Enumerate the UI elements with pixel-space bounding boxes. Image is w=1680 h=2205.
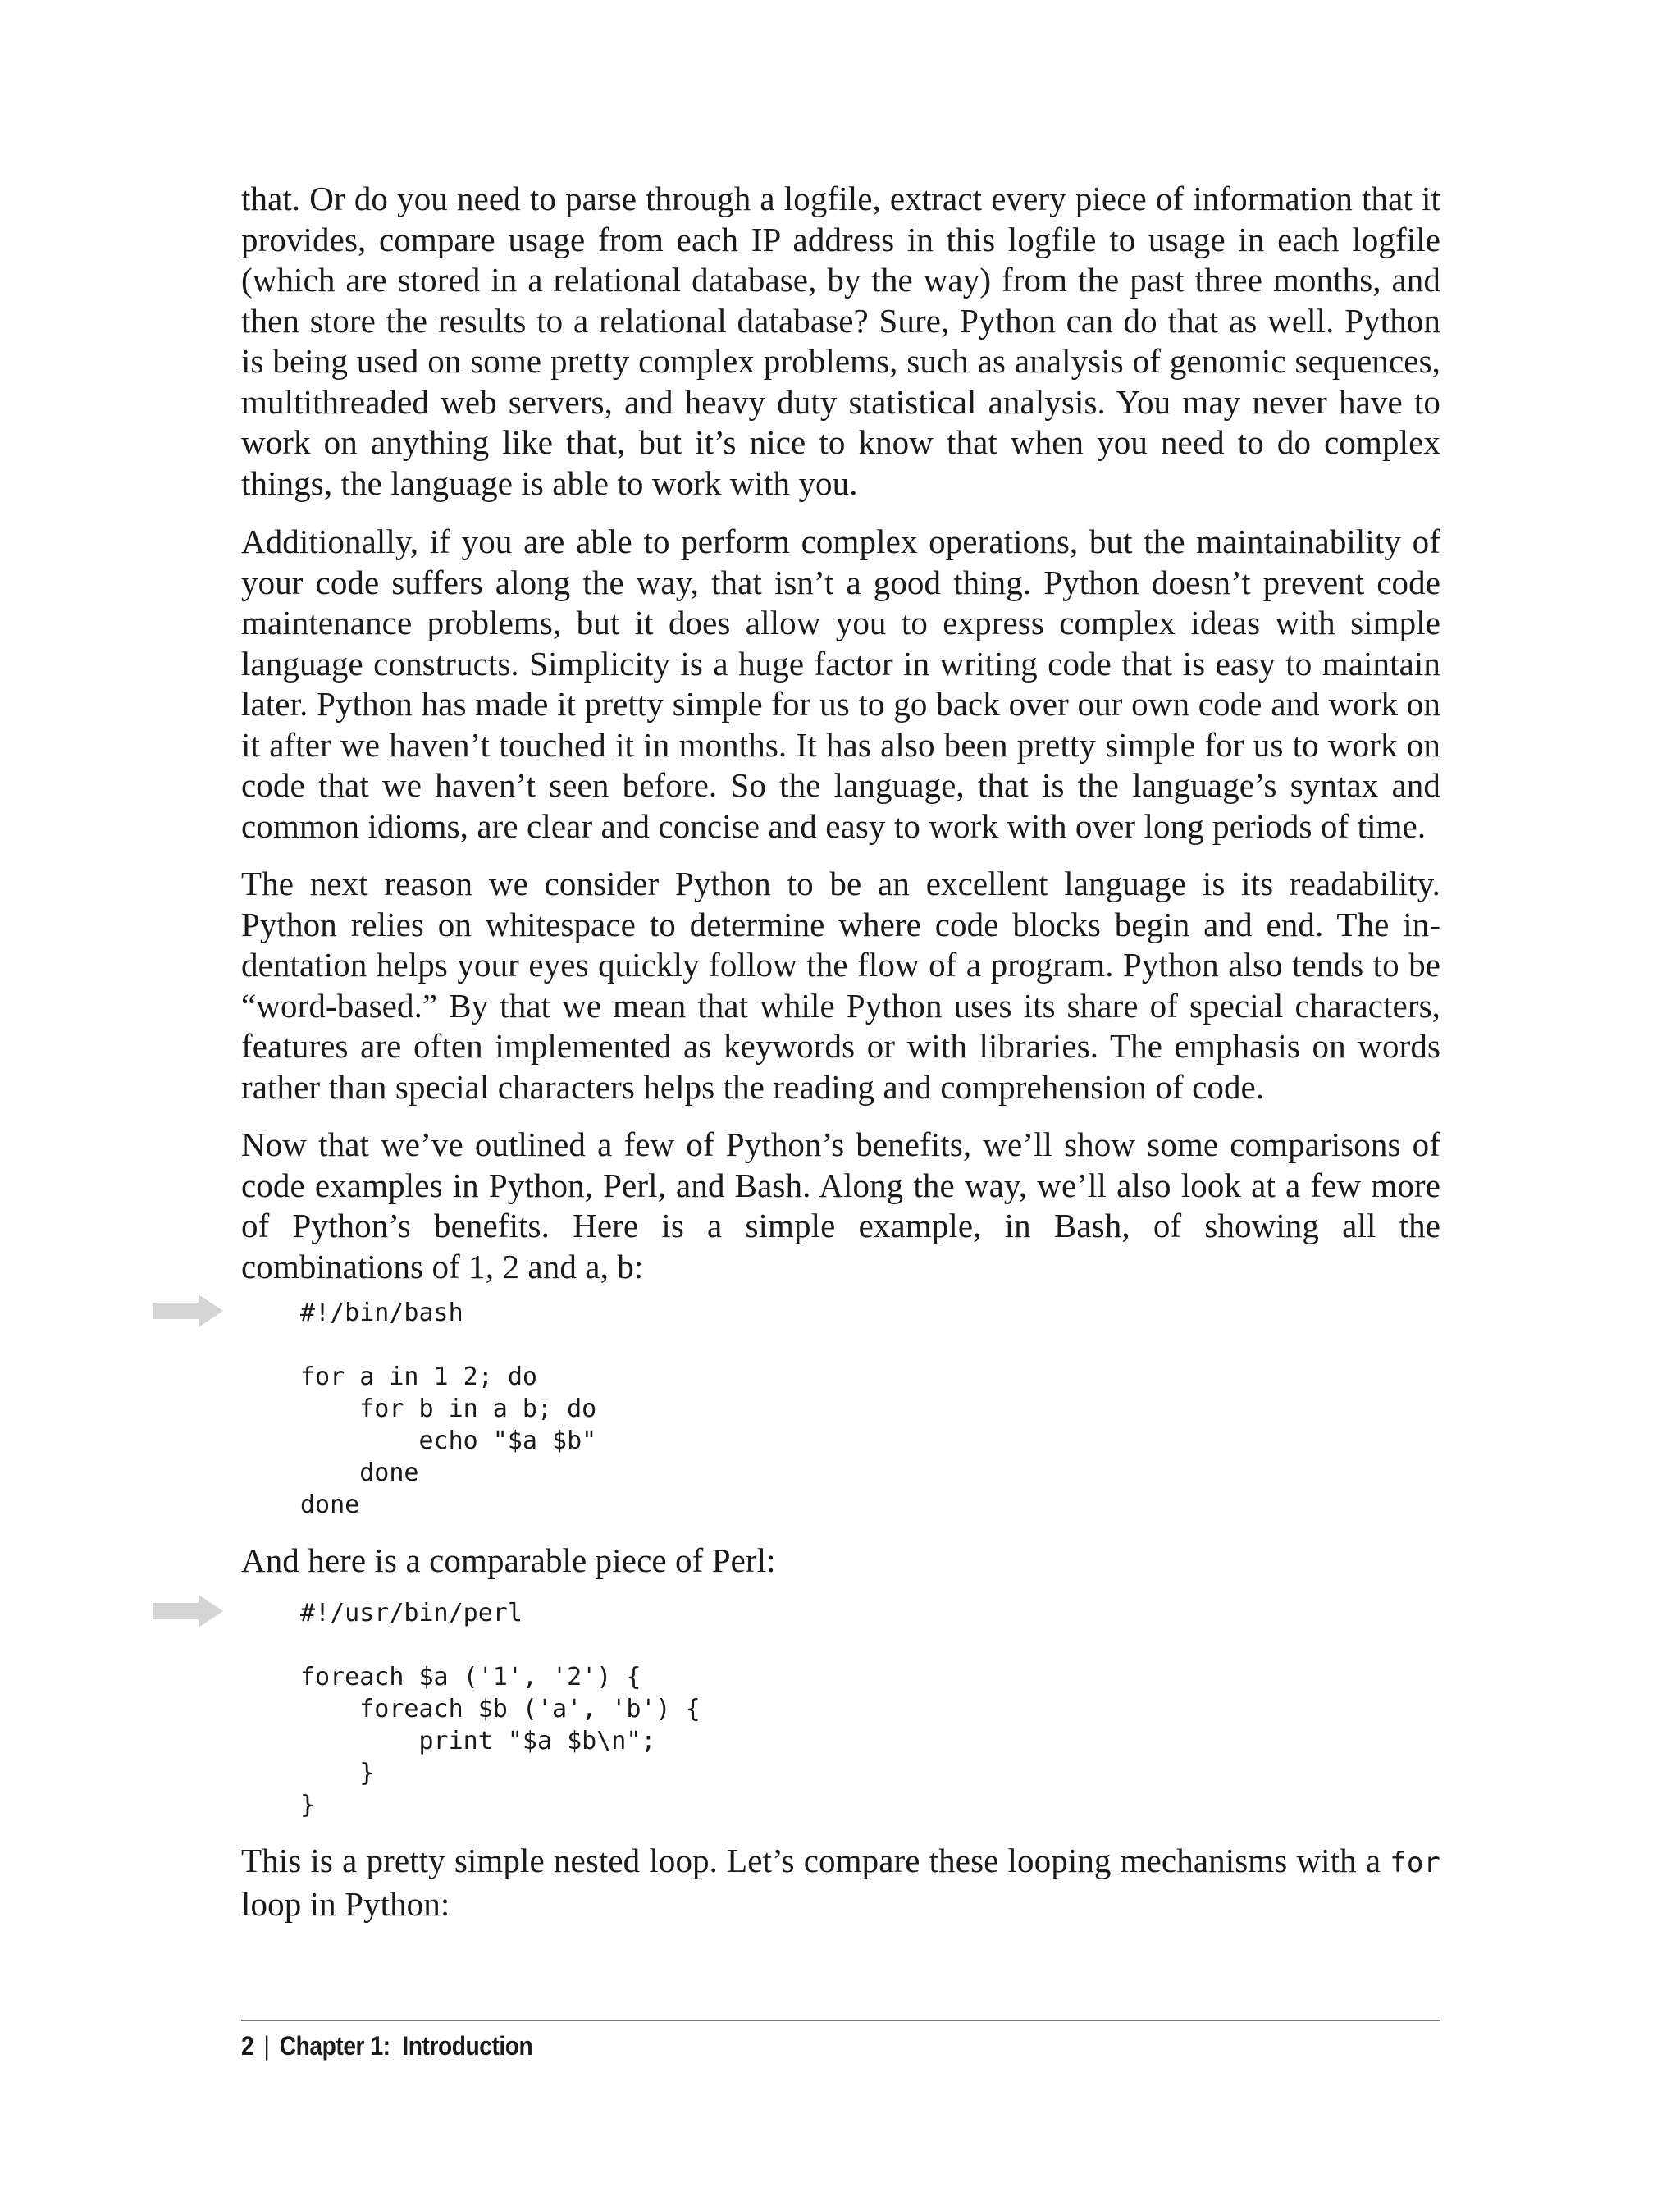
footer-separator: | <box>263 2031 270 2061</box>
paragraph-text: that. Or do you need to parse through a logfile, extract every piece of information that it provides, compare usage from each IP address in this logfile to usage in each logfile (which are stored in a relational database, by the way) from the past three months, and then store the results to a relational database? Sure, Python can do that as well. Python is being used on some pretty complex problems, such as analysis of genomic sequences, multithreaded web servers, and heavy duty statistical analysis. You may never have to work on anything like that, but it’s nice to know that when you need to do complex things, the language is able to work with you. <box>241 180 1440 502</box>
paragraph-text: Additionally, if you are able to perform complex operations, but the maintainability of your code suffers along the way, that isn’t a good thing. Python doesn’t prevent code maintenance problems, but it does allow you to express complex ideas with simple language constructs. Simplicity is a huge factor in writing code that is easy to maintain later. Python has made it pretty simple for us to go back over our own code and work on it after we haven’t touched it in months. It has also been pretty simple for us to work on code that we haven’t seen before. So the language, that is the language’s syntax and common idioms, are clear and concise and easy to work with over long periods of time. <box>241 523 1440 845</box>
paragraph-perl-intro <box>241 1541 1440 1582</box>
paragraph-text: Now that we’ve outlined a few of Python’s benefits, we’ll show some comparisons of code examples in Python, Perl, and Bash. Along the way, we’ll also look at a few more of Python’s benefits. Here is a simple example, in Bash, of showing all the combinations of 1, 2 and a, b: <box>241 1125 1440 1285</box>
page-number: 2 <box>241 2031 254 2061</box>
paragraph-text: And here is a comparable piece of Perl: <box>241 1541 776 1579</box>
paragraph-python-loop <box>241 1841 1440 1924</box>
footer-rule <box>241 2020 1440 2021</box>
page-footer <box>241 2031 532 2061</box>
paragraph-text <box>241 1841 1440 1924</box>
chapter-title: Chapter 1: Introduction <box>279 2031 533 2061</box>
perl-code-block: #!/usr/bin/perl foreach $a ('1', '2') { foreach $b ('a', 'b') { print "$a $b\n"; } } <box>300 1599 701 1819</box>
example-arrow-icon <box>153 1294 223 1327</box>
paragraph-text-start: This is a pretty simple nested loop. Let’s compare these looping mechanisms with a <box>241 1842 1390 1879</box>
paragraph-maintainability <box>241 522 1440 847</box>
paragraph-readability <box>241 864 1440 1107</box>
paragraph-text: The next reason we consider Python to be an excellent language is its readability. Python relies on whitespace to determine where code blocks begin and end. The indentation helps your eyes quickly follow the flow of a program. Python also tends to be “word-based.” By that we mean that while Python uses its share of special characters, features are often implemented as keywords or with libraries. The emphasis on words rather than special characters helps the reading and comprehension of code. <box>241 865 1440 1106</box>
paragraph-comparisons <box>241 1125 1440 1287</box>
paragraph-complex-problems <box>241 179 1440 504</box>
bash-code-block: #!/bin/bash for a in 1 2; do for b in a b; do echo "$a $b" done done <box>300 1299 597 1519</box>
inline-code-for: for <box>1390 1847 1440 1879</box>
example-arrow-icon <box>153 1595 223 1628</box>
paragraph-text-end: loop in Python: <box>241 1884 450 1923</box>
